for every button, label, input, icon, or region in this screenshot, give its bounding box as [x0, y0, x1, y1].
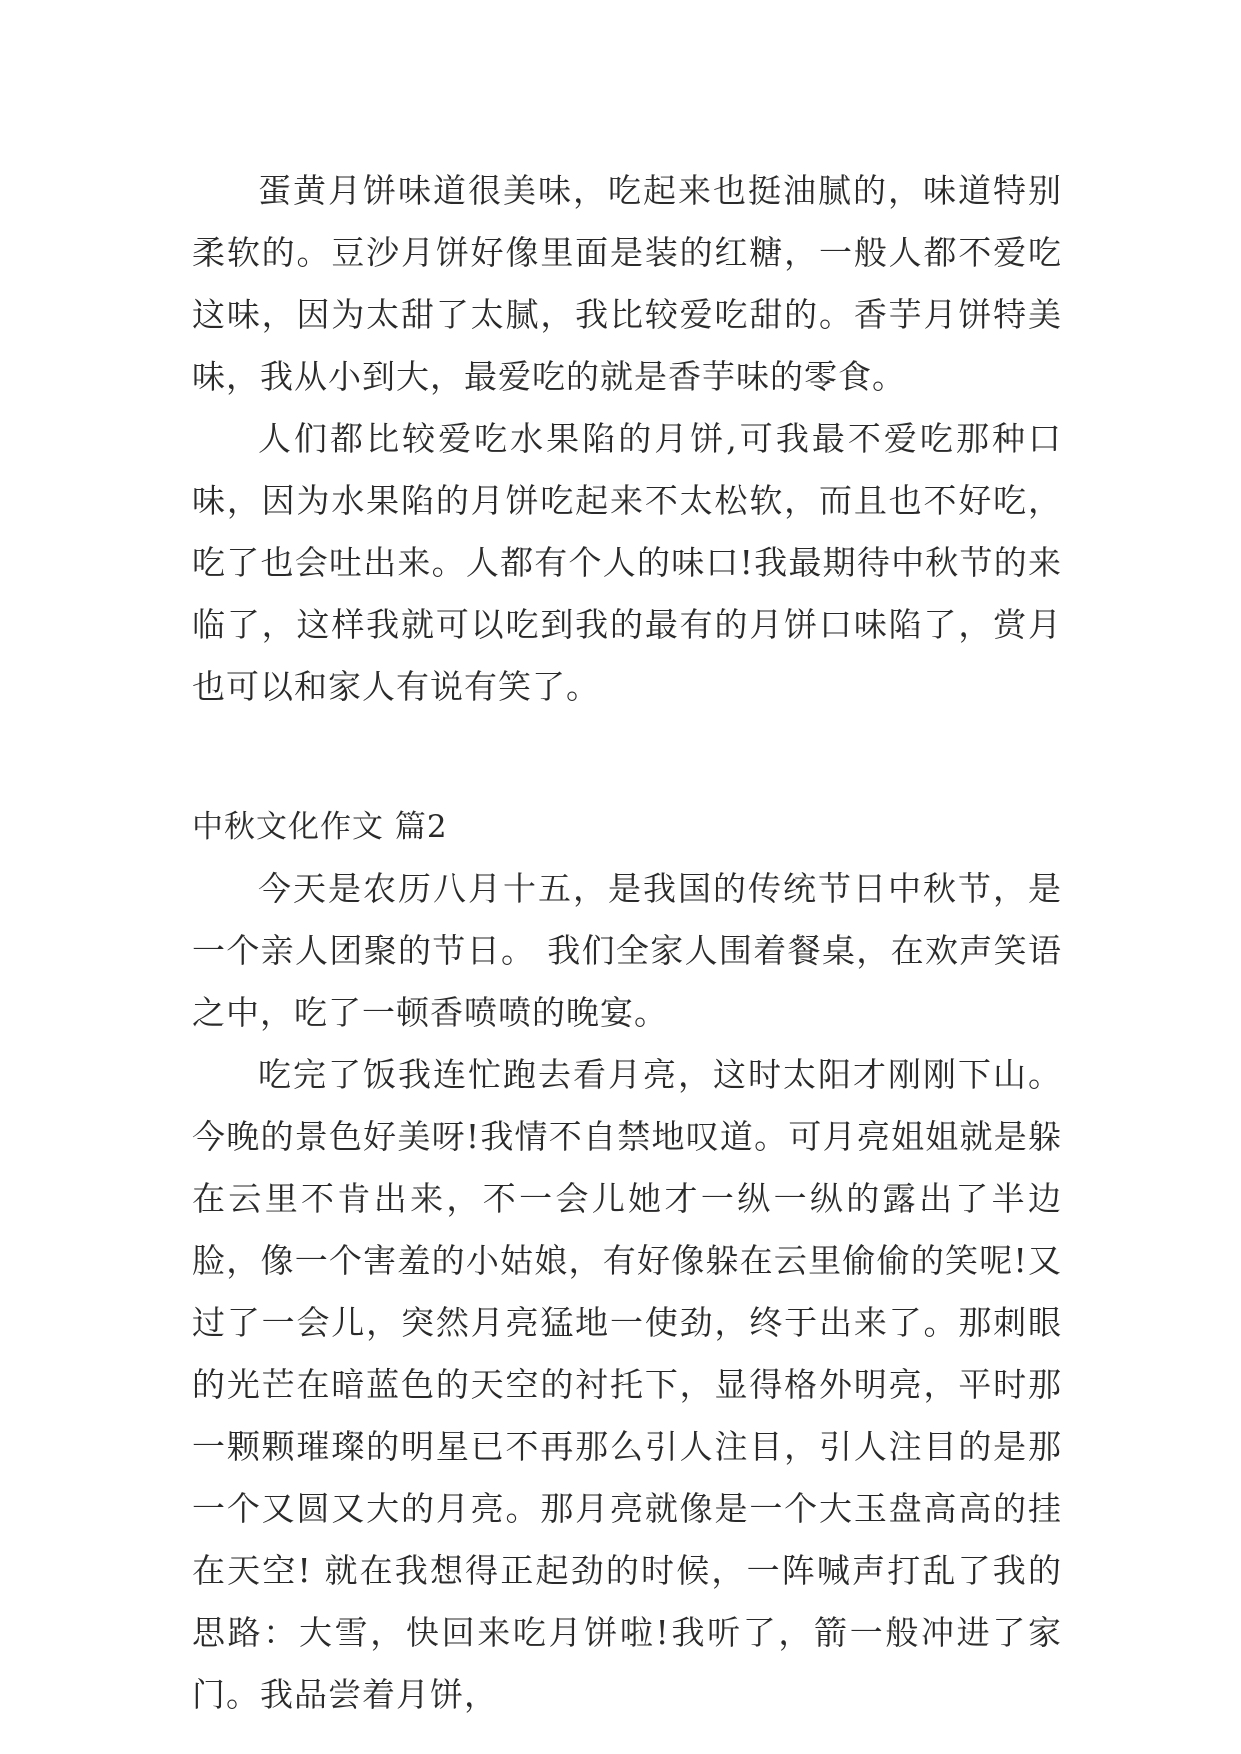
- text-column: [192, 160, 1062, 1726]
- paragraph-mooncake-flavors: 蛋黄月饼味道很美味，吃起来也挺油腻的，味道特别柔软的。豆沙月饼好像里面是装的红糖，一般人都不爱吃这味，因为太甜了太腻，我比较爱吃甜的。香芋月饼特美味，我从小到大，最爱吃的就是香芋味的零食。: [192, 171, 1062, 396]
- paragraph-moon-watching: 吃完了饭我连忙跑去看月亮，这时太阳才刚刚下山。今晚的景色好美呀!我情不自禁地叹道。可月亮姐姐就是躲在云里不肯出来，不一会儿她才一纵一纵的露出了半边脸，像一个害羞的小姑娘，有好像躲在云里偷偷的笑呢!又过了一会儿，突然月亮猛地一使劲，终于出来了。那刺眼的光芒在暗蓝色的天空的衬托下，显得格外明亮，平时那一颗颗璀璨的明星已不再那么引人注目，引人注目的是那一个又圆又大的月亮。那月亮就像是一个大玉盘高高的挂在天空! 就在我想得正起劲的时候，一阵喊声打乱了我的思路：大雪，快回来吃月饼啦!我听了，箭一般冲进了家门。我品尝着月饼，: [192, 1055, 1062, 1714]
- paragraph-family-dinner: 今天是农历八月十五，是我国的传统节日中秋节，是一个亲人团聚的节日。 我们全家人围着餐桌，在欢声笑语之中，吃了一顿香喷喷的晚宴。: [192, 869, 1062, 1032]
- paragraph-fruit-filling: 人们都比较爱吃水果陷的月饼,可我最不爱吃那种口味，因为水果陷的月饼吃起来不太松软，而且也不好吃，吃了也会吐出来。人都有个人的味口!我最期待中秋节的来临了，这样我就可以吃到我的最有的月饼口味陷了，赏月也可以和家人有说有笑了。: [192, 419, 1062, 706]
- essay-heading: 中秋文化作文 篇2: [192, 809, 448, 845]
